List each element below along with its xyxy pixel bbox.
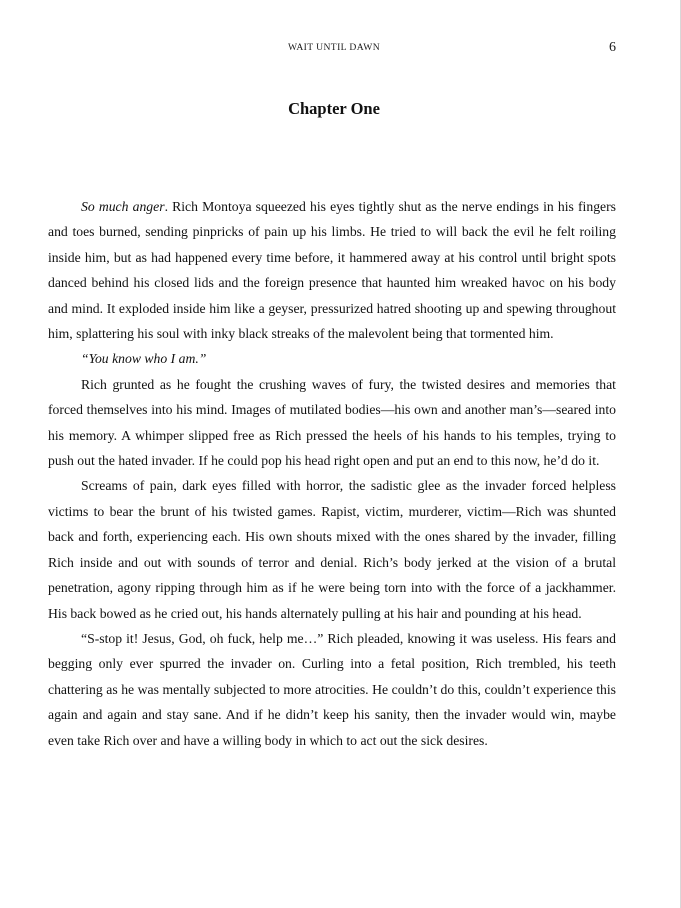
page-number: 6: [609, 40, 616, 55]
running-header-title: WAIT UNTIL DAWN: [287, 42, 381, 53]
paragraph: [48, 194, 616, 346]
paragraph: [48, 473, 616, 625]
paragraph-text: Rich grunted as he fought the crushing waves of fury, the twisted desires and memories that forced themselves into his mind. Images of mutilated bodies—his own and another man’s—seared into his memory. A whimper slipped free as Rich pressed the heels of his hands to his temples, trying to push out the hated invader. If he could pop his head right open and put an end to this now, he’d do it.: [48, 376, 616, 469]
paragraph-text: “S-stop it! Jesus, God, oh fuck, help me…” Rich pleaded, knowing it was useless. His fears and begging only ever spurred the invader on. Curling into a fetal position, Rich trembled, his teeth chattering as he was mentally subjected to more atrocities. He couldn’t do this, couldn’t experience this again and again and stay sane. And if he didn’t keep his sanity, then the invader would win, maybe even take Rich over and have a willing body in which to act out the sick desires.: [48, 630, 616, 748]
chapter-title: Chapter One: [288, 99, 380, 118]
paragraph: [48, 626, 616, 753]
paragraph-text: Screams of pain, dark eyes filled with horror, the sadistic glee as the invader forced helpless victims to bear the brunt of his twisted games. Rapist, victim, murderer, victim—Rich was shunted back and forth, experiencing each. His own shouts mixed with the ones shared by the invader, filling Rich inside and out with sounds of terror and denial. Rich’s body jerked at the vision of a brutal penetration, agony ripping through him as if he were being torn into with the force of a jackhammer. His back bowed as he cried out, his hands alternately pulling at his hair and pounding at his head.: [48, 478, 616, 621]
paragraph: [48, 372, 616, 474]
italic-phrase: So much anger: [81, 199, 165, 214]
paragraph: [48, 346, 616, 371]
paragraph-text: . Rich Montoya squeezed his eyes tightly shut as the nerve endings in his fingers and toes burned, sending pinpricks of pain up his limbs. He tried to will back the evil he felt roiling inside him, but as had happened every time before, it hammered away at his control until bright spots danced behind his closed lids and the foreign presence that haunted him wreaked havoc on his body and mind. It exploded inside him like a geyser, pressurized hatred shooting up and spewing throughout him, splattering his soul with inky black streaks of the malevolent being that tormented him.: [48, 199, 616, 342]
italic-dialogue: “You know who I am.”: [81, 351, 207, 367]
chapter-body: [48, 194, 616, 753]
